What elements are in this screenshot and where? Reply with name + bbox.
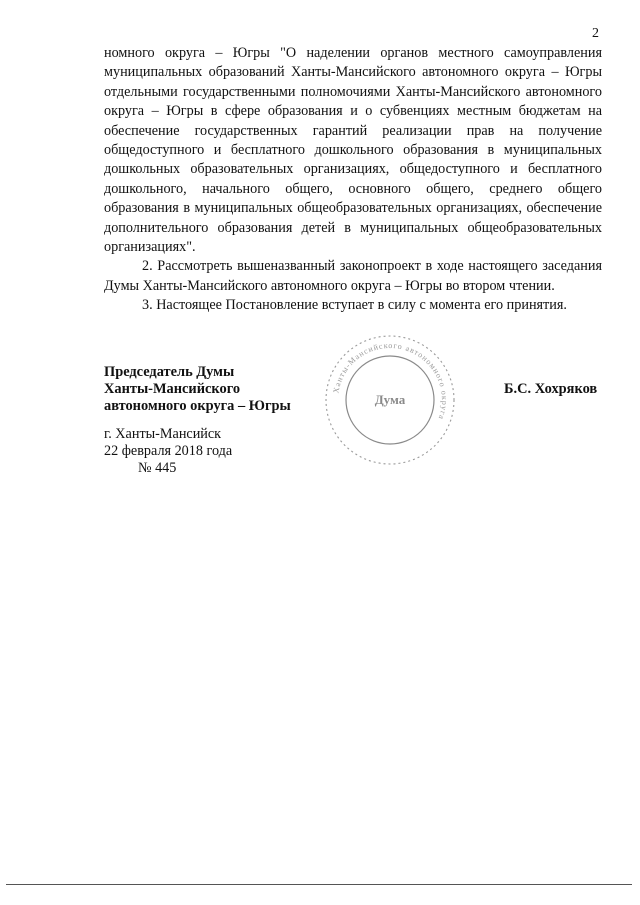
document-city: г. Ханты-Мансийск: [104, 426, 222, 442]
document-body: [104, 44, 602, 316]
document-date: 22 февраля 2018 года: [104, 443, 233, 459]
paragraph-continuation: номного округа – Югры "О наделении органов местного самоуправления муниципальных образований Ханты-Мансийского автономного округа – Югры отдельными государственными полномочиями Ханты-Мансийского автономного округа – Югры в сфере образования и о субвенциях местным бюджетам на обеспечение государственных гарантий реализации прав на получение общедоступного и бесплатного дошкольного образования в муниципальных дошкольных образовательных организациях, общедоступного и бесплатного дошкольного, начального общего, основного общего, среднего общего образования в муниципальных общеобразовательных организациях, обеспечение дополнительного образования детей в муниципальных общеобразовательных организациях".: [104, 45, 602, 256]
bottom-divider: [6, 884, 632, 885]
paragraph-item-3: 3. Настоящее Постановление вступает в силу с момента его принятия.: [142, 297, 567, 314]
place-date-block: [104, 426, 232, 477]
signatory-title-line-1: Председатель Думы: [104, 364, 235, 380]
signatory-title-line-2: Ханты-Мансийского: [104, 381, 241, 397]
paragraph-item-2: 2. Рассмотреть вышеназванный законопроект в ходе настоящего заседания Думы Ханты-Мансийского автономного округа – Югры во втором чтении.: [104, 258, 602, 294]
stamp-ring-text: Ханты-Мансийского автономного округа: [331, 340, 450, 422]
page-number: 2: [592, 26, 599, 41]
document-number: № 445: [138, 460, 177, 476]
official-seal-stamp-icon: [322, 332, 458, 468]
signatory-title-line-3: автономного округа – Югры: [104, 398, 291, 414]
stamp-center-text: Дума: [374, 392, 406, 407]
signatory-name: Б.С. Хохряков: [504, 381, 598, 397]
signatory-title: [104, 364, 291, 415]
